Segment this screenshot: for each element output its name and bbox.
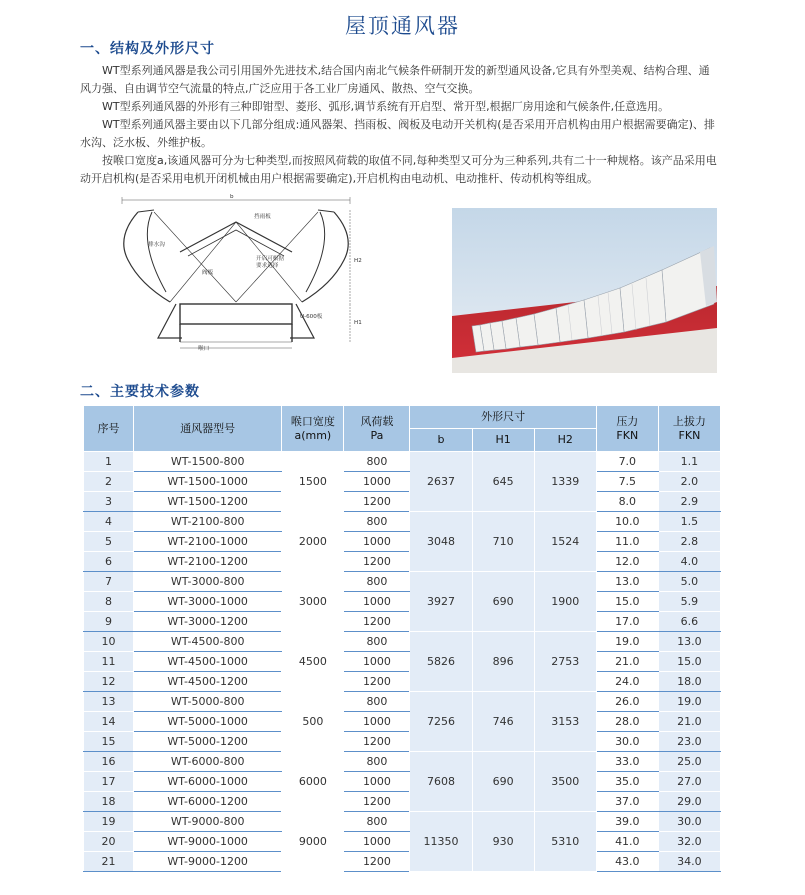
cell-no: 5 — [84, 532, 134, 552]
header-throat-line2: a(mm) — [294, 428, 332, 442]
spec-table-body — [84, 452, 721, 872]
cell-wind: 1200 — [344, 492, 410, 512]
table-row — [84, 652, 721, 672]
cell-h2: 2753 — [534, 632, 596, 692]
cell-model: WT-9000-800 — [134, 812, 282, 832]
cell-pressure: 8.0 — [596, 492, 658, 512]
cell-uplift: 18.0 — [658, 672, 720, 692]
cell-throat: 500 — [282, 692, 344, 752]
cell-pressure: 15.0 — [596, 592, 658, 612]
label-switch-note-2: 要求选择 — [256, 263, 279, 269]
dim-h2-label: H2 — [354, 258, 362, 264]
cell-wind: 800 — [344, 812, 410, 832]
cell-pressure: 41.0 — [596, 832, 658, 852]
cell-b: 11350 — [410, 812, 472, 872]
cell-b: 7256 — [410, 692, 472, 752]
header-b: b — [410, 429, 472, 452]
header-model: 通风器型号 — [134, 406, 282, 452]
section-heading-parameters: 二、主要技术参数 — [80, 384, 200, 400]
cell-no: 4 — [84, 512, 134, 532]
cell-no: 18 — [84, 792, 134, 812]
cell-wind: 800 — [344, 632, 410, 652]
header-throat — [282, 406, 344, 452]
cell-pressure: 37.0 — [596, 792, 658, 812]
cell-model: WT-4500-800 — [134, 632, 282, 652]
cell-uplift: 27.0 — [658, 772, 720, 792]
cell-model: WT-1500-1000 — [134, 472, 282, 492]
cell-uplift: 29.0 — [658, 792, 720, 812]
header-wind — [344, 406, 410, 452]
cell-no: 7 — [84, 572, 134, 592]
photo-svg — [452, 208, 717, 373]
cell-pressure: 19.0 — [596, 632, 658, 652]
table-row — [84, 752, 721, 772]
roof-ventilator-photo — [452, 208, 717, 373]
label-switch-note: 开启可根据 — [256, 256, 284, 262]
header-uplift — [658, 406, 720, 452]
cell-uplift: 5.9 — [658, 592, 720, 612]
cell-model: WT-5000-1200 — [134, 732, 282, 752]
cell-model: WT-4500-1000 — [134, 652, 282, 672]
cell-h1: 690 — [472, 752, 534, 812]
table-row — [84, 612, 721, 632]
cell-h1: 930 — [472, 812, 534, 872]
table-row — [84, 692, 721, 712]
table-row — [84, 512, 721, 532]
cell-b: 2637 — [410, 452, 472, 512]
paragraph-3: WT型系列通风器主要由以下几部分组成:通风器架、挡雨板、阀板及电动开关机构(是否采用开启机构由用户根据需要确定)、排水沟、泛水板、外维护板。 — [80, 118, 715, 149]
table-row — [84, 552, 721, 572]
cell-h2: 5310 — [534, 812, 596, 872]
cell-uplift: 15.0 — [658, 652, 720, 672]
cell-b: 3927 — [410, 572, 472, 632]
label-rail: U-600板 — [300, 314, 323, 320]
cell-uplift: 2.0 — [658, 472, 720, 492]
cell-uplift: 19.0 — [658, 692, 720, 712]
header-pressure-line1: 压力 — [616, 414, 639, 428]
cell-uplift: 5.0 — [658, 572, 720, 592]
cell-no: 16 — [84, 752, 134, 772]
paragraph-1: WT型系列通风器是我公司引用国外先进技术,结合国内南北气候条件研制开发的新型通风设备,它具有外型美观、结构合理、通风力强、自由调节空气流量的特点,广泛应用于各工业厂房通风、散热、空气交换。 — [80, 64, 710, 95]
table-row — [84, 672, 721, 692]
cell-model: WT-6000-1200 — [134, 792, 282, 812]
diagram-svg — [118, 192, 390, 367]
cell-pressure: 21.0 — [596, 652, 658, 672]
table-row — [84, 832, 721, 852]
cell-wind: 1200 — [344, 852, 410, 872]
cell-model: WT-5000-1000 — [134, 712, 282, 732]
header-dims: 外形尺寸 — [410, 406, 596, 429]
cell-wind: 1000 — [344, 652, 410, 672]
cell-throat: 4500 — [282, 632, 344, 692]
cell-no: 3 — [84, 492, 134, 512]
table-row — [84, 592, 721, 612]
cell-h1: 645 — [472, 452, 534, 512]
paragraph-2: WT型系列通风器的外形有三种即钳型、菱形、弧形,调节系统有开启型、常开型,根据厂房用途和气候条件,任意选用。 — [102, 100, 670, 113]
header-h2: H2 — [534, 429, 596, 452]
header-uplift-line2: FKN — [678, 428, 701, 442]
cell-pressure: 11.0 — [596, 532, 658, 552]
cell-pressure: 10.0 — [596, 512, 658, 532]
cell-wind: 1000 — [344, 772, 410, 792]
dim-b-label: b — [230, 194, 234, 200]
cell-pressure: 26.0 — [596, 692, 658, 712]
cell-no: 19 — [84, 812, 134, 832]
section-heading-structure: 一、结构及外形尺寸 — [80, 41, 215, 57]
label-valve: 阀板 — [202, 270, 214, 276]
cell-pressure: 35.0 — [596, 772, 658, 792]
cell-h2: 3153 — [534, 692, 596, 752]
cell-h2: 1339 — [534, 452, 596, 512]
cell-wind: 1000 — [344, 832, 410, 852]
cell-no: 9 — [84, 612, 134, 632]
cell-pressure: 33.0 — [596, 752, 658, 772]
table-row — [84, 732, 721, 752]
cell-throat: 3000 — [282, 572, 344, 632]
cell-wind: 800 — [344, 512, 410, 532]
table-row — [84, 492, 721, 512]
cell-uplift: 25.0 — [658, 752, 720, 772]
cell-h2: 1524 — [534, 512, 596, 572]
cell-model: WT-2100-1000 — [134, 532, 282, 552]
cell-pressure: 7.5 — [596, 472, 658, 492]
header-no: 序号 — [84, 406, 134, 452]
dim-h1-label: H1 — [354, 320, 362, 326]
cell-no: 12 — [84, 672, 134, 692]
cell-b: 5826 — [410, 632, 472, 692]
cell-wind: 800 — [344, 572, 410, 592]
cell-uplift: 1.1 — [658, 452, 720, 472]
cell-h1: 710 — [472, 512, 534, 572]
cell-h1: 896 — [472, 632, 534, 692]
cell-no: 1 — [84, 452, 134, 472]
cell-no: 8 — [84, 592, 134, 612]
cell-throat: 9000 — [282, 812, 344, 872]
header-wind-line2: Pa — [370, 428, 384, 442]
table-row — [84, 852, 721, 872]
cell-throat: 6000 — [282, 752, 344, 812]
cell-wind: 1200 — [344, 672, 410, 692]
header-throat-line1: 喉口宽度 — [290, 414, 335, 428]
label-throat: 喉口 — [198, 346, 210, 352]
cell-b: 7608 — [410, 752, 472, 812]
cell-wind: 1000 — [344, 472, 410, 492]
cell-uplift: 1.5 — [658, 512, 720, 532]
cell-no: 20 — [84, 832, 134, 852]
paragraph-4: 按喉口宽度a,该通风器可分为七种类型,而按照风荷载的取值不同,每种类型又可分为三种系列,共有二十一种规格。该产品采用电动开启机构(是否采用电机开闭机械由用户根据需要确定),开启机构由电动机、电动推杆、传动机构等组成。 — [80, 154, 717, 185]
cell-model: WT-6000-1000 — [134, 772, 282, 792]
header-uplift-line1: 上拔力 — [672, 414, 706, 428]
cell-no: 17 — [84, 772, 134, 792]
cell-no: 14 — [84, 712, 134, 732]
cell-pressure: 7.0 — [596, 452, 658, 472]
cell-pressure: 24.0 — [596, 672, 658, 692]
cell-model: WT-9000-1200 — [134, 852, 282, 872]
table-row — [84, 572, 721, 592]
table-row — [84, 532, 721, 552]
cell-no: 11 — [84, 652, 134, 672]
page-title: 屋顶通风器 — [345, 14, 460, 38]
cell-h1: 690 — [472, 572, 534, 632]
cell-throat: 2000 — [282, 512, 344, 572]
table-row — [84, 772, 721, 792]
cell-h1: 746 — [472, 692, 534, 752]
cell-model: WT-3000-1200 — [134, 612, 282, 632]
cell-uplift: 23.0 — [658, 732, 720, 752]
table-row — [84, 792, 721, 812]
cross-section-diagram — [118, 192, 390, 367]
cell-no: 10 — [84, 632, 134, 652]
cell-model: WT-2100-1200 — [134, 552, 282, 572]
header-h1: H1 — [472, 429, 534, 452]
table-row — [84, 472, 721, 492]
table-row — [84, 452, 721, 472]
cell-uplift: 32.0 — [658, 832, 720, 852]
cell-pressure: 43.0 — [596, 852, 658, 872]
intro-paragraphs — [80, 62, 720, 188]
table-row — [84, 632, 721, 652]
cell-model: WT-9000-1000 — [134, 832, 282, 852]
cell-uplift: 13.0 — [658, 632, 720, 652]
header-pressure-line2: FKN — [616, 428, 639, 442]
cell-no: 15 — [84, 732, 134, 752]
cell-model: WT-6000-800 — [134, 752, 282, 772]
cell-model: WT-3000-800 — [134, 572, 282, 592]
header-pressure — [596, 406, 658, 452]
cell-pressure: 28.0 — [596, 712, 658, 732]
cell-uplift: 6.6 — [658, 612, 720, 632]
spec-table — [83, 405, 721, 872]
table-row — [84, 712, 721, 732]
cell-model: WT-5000-800 — [134, 692, 282, 712]
cell-wind: 1200 — [344, 732, 410, 752]
label-drain: 排水沟 — [148, 242, 165, 248]
cell-wind: 800 — [344, 752, 410, 772]
cell-wind: 1000 — [344, 532, 410, 552]
cell-wind: 1000 — [344, 712, 410, 732]
cell-pressure: 17.0 — [596, 612, 658, 632]
cell-h2: 1900 — [534, 572, 596, 632]
cell-uplift: 4.0 — [658, 552, 720, 572]
table-row — [84, 812, 721, 832]
cell-model: WT-2100-800 — [134, 512, 282, 532]
cell-model: WT-1500-800 — [134, 452, 282, 472]
cell-pressure: 30.0 — [596, 732, 658, 752]
cell-uplift: 21.0 — [658, 712, 720, 732]
cell-pressure: 13.0 — [596, 572, 658, 592]
cell-wind: 1200 — [344, 792, 410, 812]
cell-model: WT-1500-1200 — [134, 492, 282, 512]
cell-pressure: 39.0 — [596, 812, 658, 832]
cell-pressure: 12.0 — [596, 552, 658, 572]
cell-wind: 1200 — [344, 552, 410, 572]
cell-uplift: 34.0 — [658, 852, 720, 872]
cell-no: 13 — [84, 692, 134, 712]
cell-no: 21 — [84, 852, 134, 872]
cell-wind: 1000 — [344, 592, 410, 612]
cell-uplift: 30.0 — [658, 812, 720, 832]
cell-model: WT-3000-1000 — [134, 592, 282, 612]
cell-no: 2 — [84, 472, 134, 492]
header-wind-line1: 风荷载 — [360, 414, 394, 428]
cell-uplift: 2.8 — [658, 532, 720, 552]
cell-h2: 3500 — [534, 752, 596, 812]
cell-throat: 1500 — [282, 452, 344, 512]
cell-b: 3048 — [410, 512, 472, 572]
cell-wind: 1200 — [344, 612, 410, 632]
cell-wind: 800 — [344, 452, 410, 472]
cell-model: WT-4500-1200 — [134, 672, 282, 692]
label-rain-shield: 挡雨板 — [254, 214, 271, 220]
cell-uplift: 2.9 — [658, 492, 720, 512]
cell-no: 6 — [84, 552, 134, 572]
cell-wind: 800 — [344, 692, 410, 712]
